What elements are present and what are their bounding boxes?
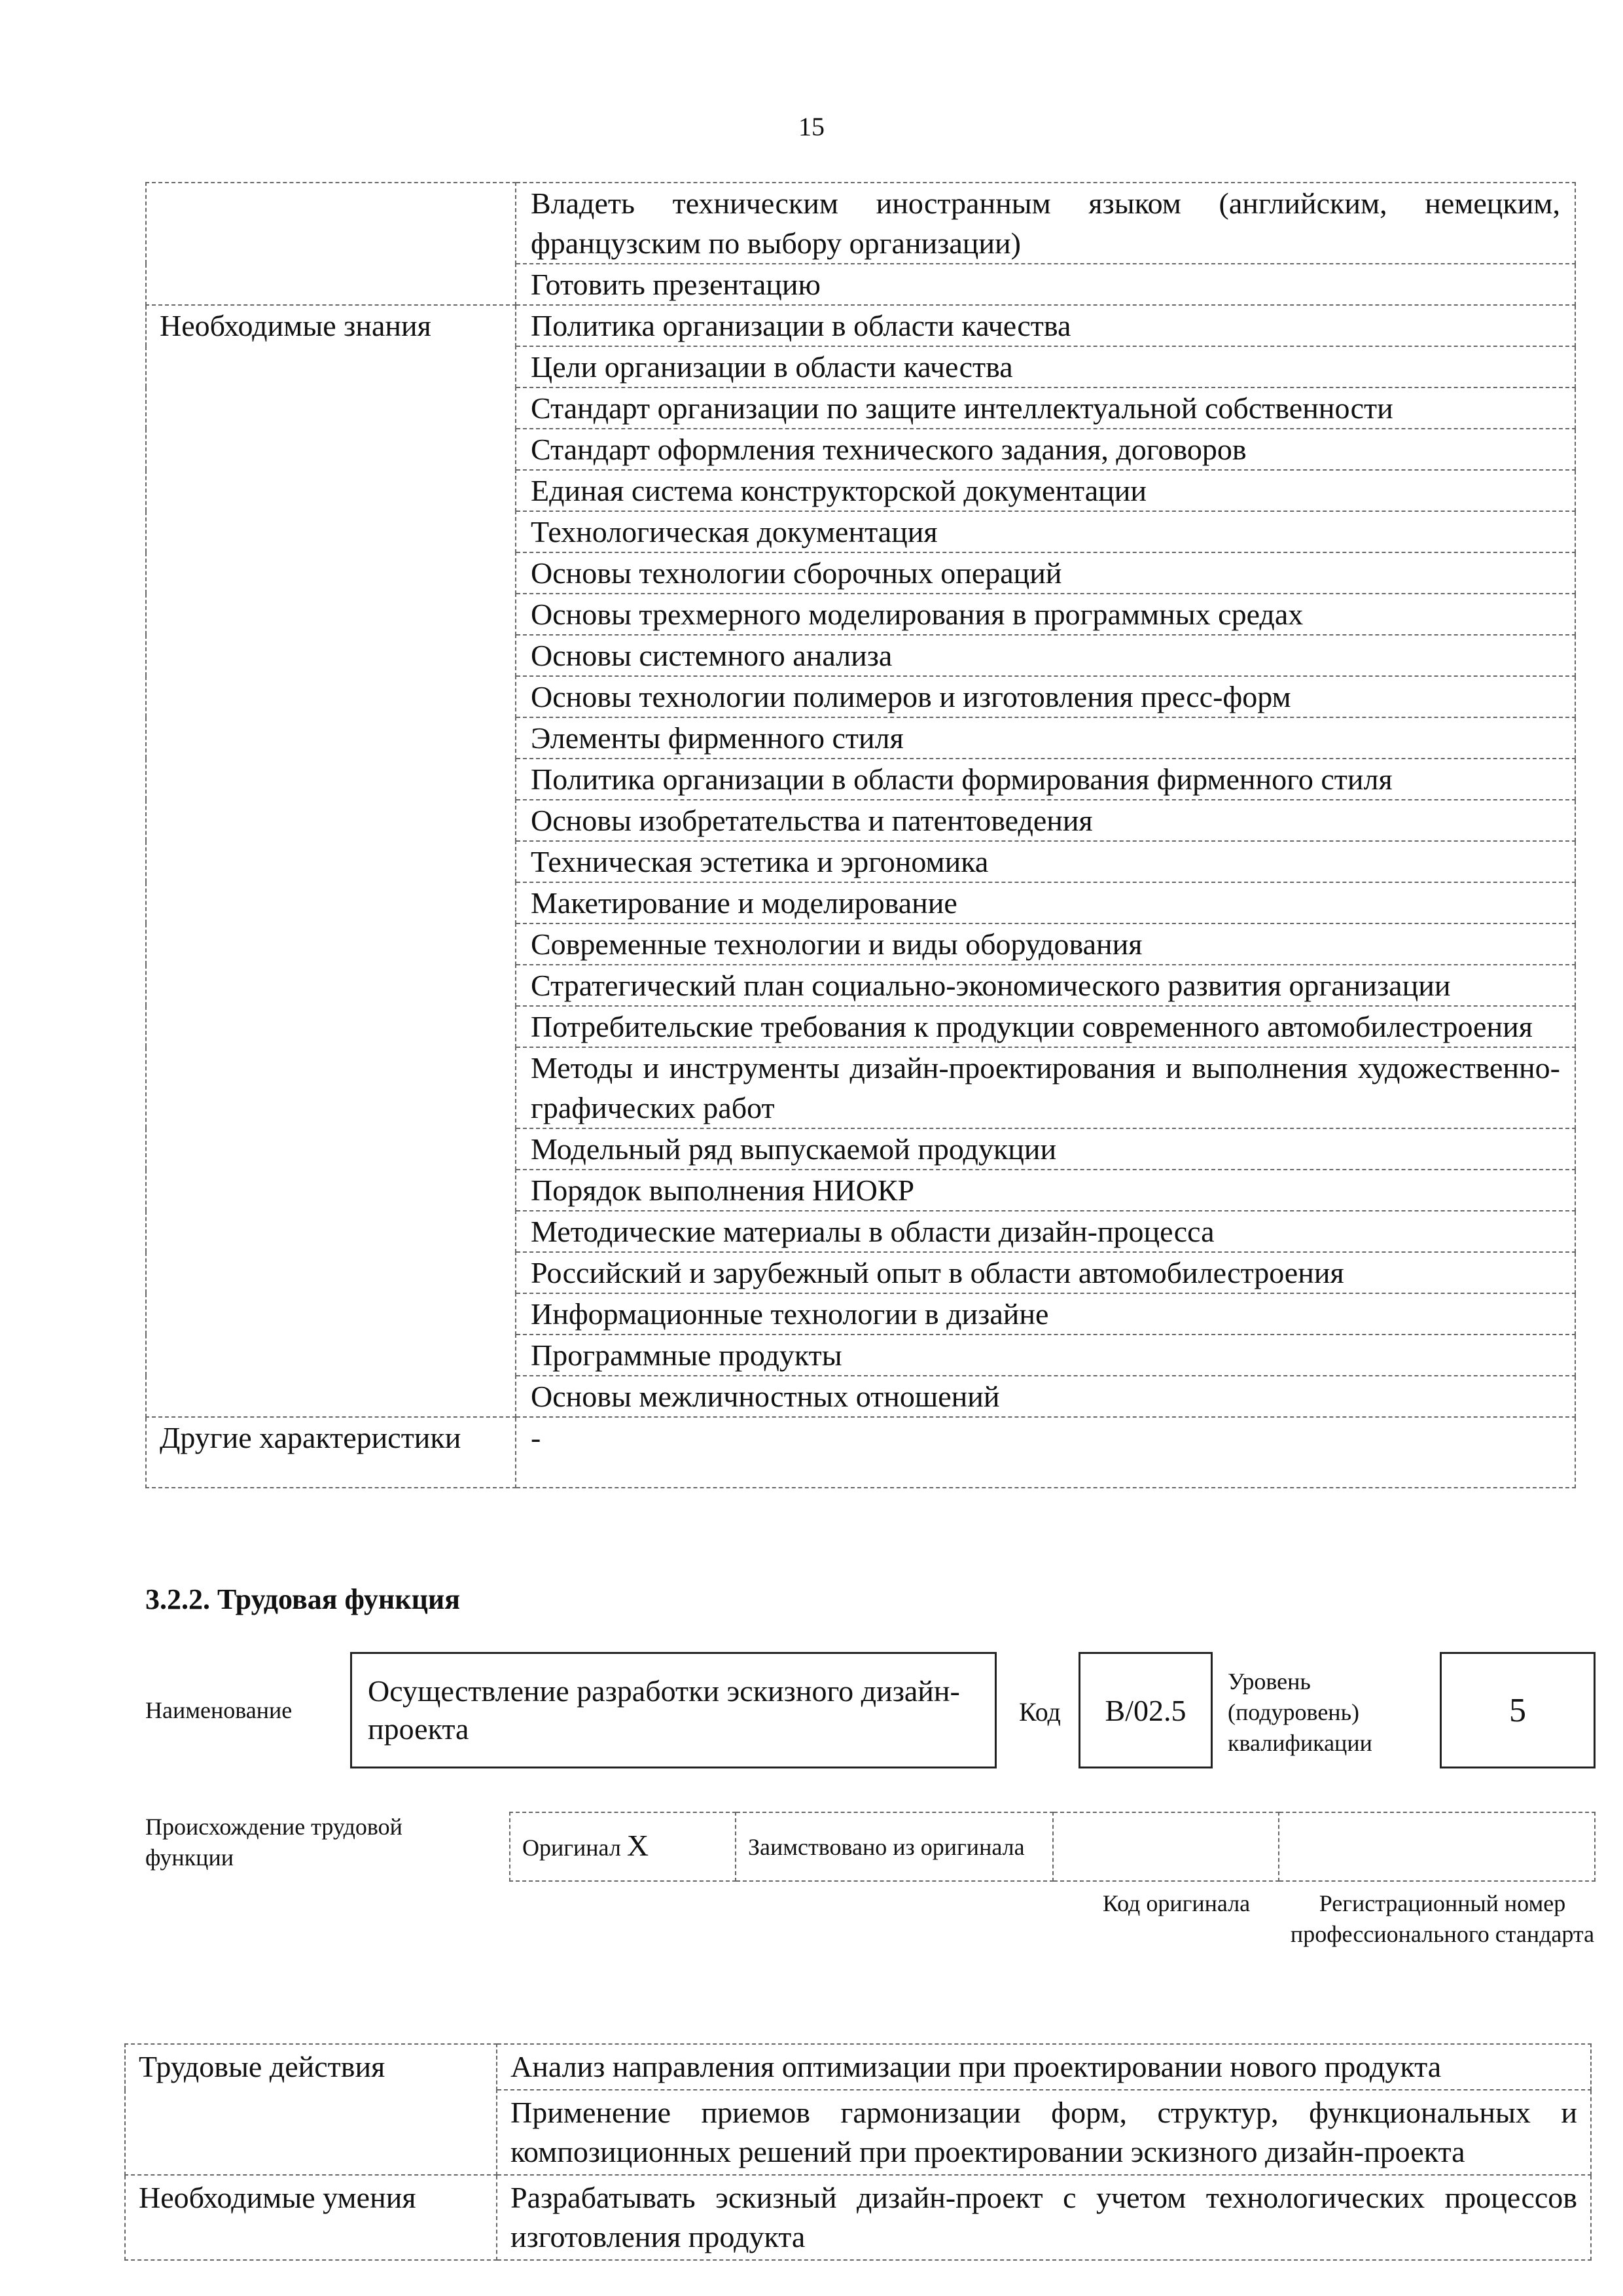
row-label-labor-actions: Трудовые действия bbox=[125, 2044, 497, 2175]
table-cell: Основы технологии сборочных операций bbox=[516, 552, 1575, 594]
code-original-cell bbox=[1053, 1812, 1279, 1881]
table-cell: Макетирование и моделирование bbox=[516, 882, 1575, 924]
table-cell: Стратегический план социально-экономического развития организации bbox=[516, 965, 1575, 1006]
table-row bbox=[146, 183, 1575, 264]
table-cell: Владеть техническим иностранным языком (английским, немецким, французским по выбору организации) bbox=[516, 183, 1575, 264]
code-value-box bbox=[1079, 1652, 1213, 1768]
original-cell bbox=[510, 1812, 736, 1881]
code-label: Код bbox=[1019, 1697, 1061, 1727]
original-mark: X bbox=[626, 1829, 649, 1862]
table-cell: Элементы фирменного стиля bbox=[516, 717, 1575, 759]
table-row bbox=[146, 305, 1575, 346]
table-cell: Основы изобретательства и патентоведения bbox=[516, 800, 1575, 841]
table-cell: Цели организации в области качества bbox=[516, 346, 1575, 387]
table-cell: - bbox=[516, 1417, 1575, 1488]
table-cell: Основы системного анализа bbox=[516, 635, 1575, 676]
table-cell: Стандарт организации по защите интеллектуальной собственности bbox=[516, 387, 1575, 429]
table-cell: Порядок выполнения НИОКР bbox=[516, 1170, 1575, 1211]
row-label bbox=[146, 183, 516, 305]
level-value: 5 bbox=[1509, 1691, 1526, 1729]
origin-table bbox=[509, 1812, 1596, 1882]
table-cell: Методические материалы в области дизайн-процесса bbox=[516, 1211, 1575, 1252]
table-cell: Политика организации в области качества bbox=[516, 305, 1575, 346]
origin-label: Происхождение трудовой функции bbox=[145, 1814, 402, 1871]
table-cell: Модельный ряд выпускаемой продукции bbox=[516, 1128, 1575, 1170]
table-row bbox=[146, 1417, 1575, 1488]
table-row bbox=[510, 1812, 1595, 1881]
level-label: Уровень (подуровень) квалификации bbox=[1228, 1668, 1372, 1756]
table-cell: Применение приемов гармонизации форм, структур, функциональных и композиционных решений при проектировании эскизного дизайн-проекта bbox=[497, 2090, 1591, 2175]
table-cell: Разрабатывать эскизный дизайн-проект с учетом технологических процессов изготовления продукта bbox=[497, 2175, 1591, 2260]
table-cell: Методы и инструменты дизайн-проектирования и выполнения художественно-графических работ bbox=[516, 1047, 1575, 1128]
page-number: 15 bbox=[798, 112, 825, 141]
table-cell: Программные продукты bbox=[516, 1335, 1575, 1376]
name-label: Наименование bbox=[145, 1697, 293, 1723]
table-cell: Политика организации в области формирования фирменного стиля bbox=[516, 759, 1575, 800]
name-value-box: Осуществление разработки эскизного дизайн-проекта bbox=[350, 1652, 997, 1768]
table-cell: Стандарт оформления технического задания, договоров bbox=[516, 429, 1575, 470]
table-row bbox=[125, 2175, 1591, 2260]
table-cell: Современные технологии и виды оборудования bbox=[516, 924, 1575, 965]
table-row bbox=[125, 2044, 1591, 2090]
table-cell: Российский и зарубежный опыт в области автомобилестроения bbox=[516, 1252, 1575, 1293]
row-label-required-knowledge: Необходимые знания bbox=[146, 305, 516, 1417]
section-heading: 3.2.2. Трудовая функция bbox=[145, 1583, 461, 1615]
table-cell: Основы технологии полимеров и изготовления пресс-форм bbox=[516, 676, 1575, 717]
code-value: B/02.5 bbox=[1105, 1693, 1186, 1727]
code-original-label: Код оригинала bbox=[1102, 1890, 1251, 1916]
table-cell: Анализ направления оптимизации при проектировании нового продукта bbox=[497, 2044, 1591, 2090]
labor-actions-table bbox=[124, 2043, 1592, 2261]
level-value-box bbox=[1440, 1652, 1596, 1768]
table-cell: Информационные технологии в дизайне bbox=[516, 1293, 1575, 1335]
reg-number-cell bbox=[1279, 1812, 1595, 1881]
knowledge-table bbox=[145, 182, 1576, 1488]
original-text: Оригинал bbox=[522, 1835, 621, 1861]
borrowed-cell: Заимствовано из оригинала bbox=[736, 1812, 1053, 1881]
row-label-other: Другие характеристики bbox=[146, 1417, 516, 1488]
table-cell: Техническая эстетика и эргономика bbox=[516, 841, 1575, 882]
table-cell: Потребительские требования к продукции современного автомобилестроения bbox=[516, 1006, 1575, 1047]
reg-number-label: Регистрационный номер профессионального стандарта bbox=[1290, 1890, 1595, 1947]
table-cell: Готовить презентацию bbox=[516, 264, 1575, 305]
table-cell: Основы межличностных отношений bbox=[516, 1376, 1575, 1417]
table-cell: Основы трехмерного моделирования в программных средах bbox=[516, 594, 1575, 635]
table-cell: Единая система конструкторской документации bbox=[516, 470, 1575, 511]
table-cell: Технологическая документация bbox=[516, 511, 1575, 552]
row-label-required-skills: Необходимые умения bbox=[125, 2175, 497, 2260]
